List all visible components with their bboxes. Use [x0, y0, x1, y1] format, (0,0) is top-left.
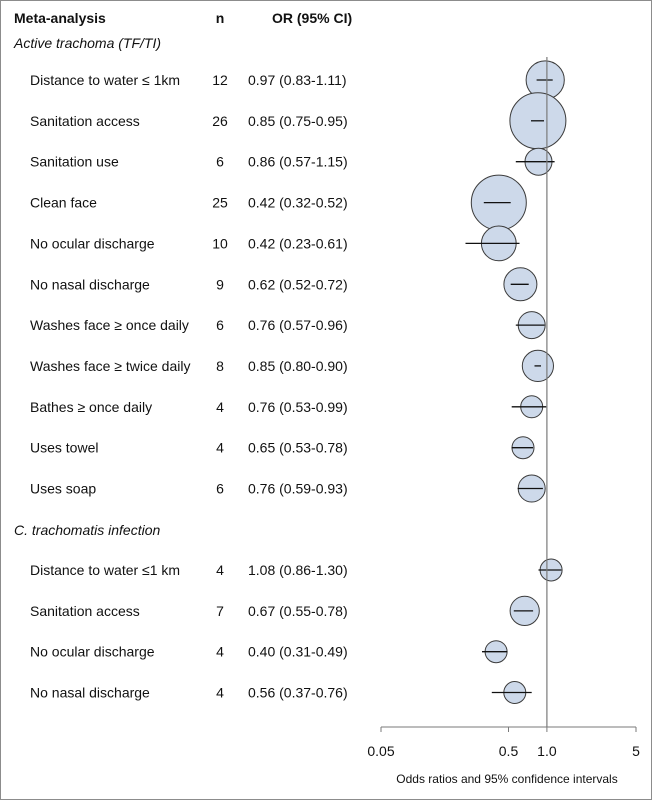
row-n: 6 [216, 317, 224, 334]
row-label: Distance to water ≤ 1km [30, 72, 181, 88]
x-tick-label: 5 [632, 743, 640, 759]
header-or-ci: OR (95% CI) [272, 10, 353, 26]
row-or-ci: 0.76 (0.53-0.99) [248, 398, 348, 415]
row-label: Uses soap [30, 480, 97, 497]
row-n: 6 [216, 480, 224, 497]
row-n: 9 [216, 276, 224, 293]
row-n: 25 [212, 194, 228, 211]
row-label: Sanitation access [30, 602, 140, 619]
row-or-ci: 0.76 (0.59-0.93) [248, 480, 348, 497]
row-or-ci: 1.08 (0.86-1.30) [248, 562, 348, 578]
row-or-ci: 0.62 (0.52-0.72) [248, 276, 348, 293]
row-label: Bathes ≥ once daily [30, 398, 153, 415]
row-n: 4 [216, 398, 224, 415]
row-n: 4 [216, 439, 224, 456]
row-label: No nasal discharge [30, 684, 150, 701]
row-label: Sanitation use [30, 153, 119, 170]
row-label: Clean face [30, 194, 97, 211]
row-label: Uses towel [30, 439, 99, 456]
x-tick-label: 1.0 [537, 743, 557, 759]
row-label: Washes face ≥ once daily [30, 317, 189, 334]
row-or-ci: 0.85 (0.80-0.90) [248, 357, 348, 374]
row-n: 10 [212, 235, 228, 252]
row-n: 6 [216, 153, 224, 170]
row-n: 4 [216, 643, 224, 660]
row-label: Distance to water ≤1 km [30, 562, 181, 578]
row-or-ci: 0.65 (0.53-0.78) [248, 439, 348, 456]
x-tick-label: 0.05 [367, 743, 395, 759]
row-n: 26 [212, 112, 228, 129]
row-n: 12 [212, 72, 228, 88]
row-or-ci: 0.40 (0.31-0.49) [248, 643, 348, 660]
row-or-ci: 0.85 (0.75-0.95) [248, 112, 348, 129]
x-axis-label: Odds ratios and 95% confidence intervals [396, 772, 618, 786]
row-or-ci: 0.97 (0.83-1.11) [248, 72, 347, 88]
row-or-ci: 0.86 (0.57-1.15) [248, 153, 348, 170]
row-n: 4 [216, 562, 224, 578]
header-n: n [215, 10, 225, 26]
row-n: 4 [216, 684, 224, 701]
row-label: No nasal discharge [30, 276, 150, 293]
row-label: Washes face ≥ twice daily [30, 357, 191, 374]
row-label: No ocular discharge [30, 235, 155, 252]
section-title: Active trachoma (TF/TI) [14, 35, 162, 51]
row-n: 8 [216, 357, 224, 374]
section-title: C. trachomatis infection [14, 522, 161, 538]
header-meta-analysis: Meta-analysis [14, 10, 106, 26]
row-or-ci: 0.42 (0.32-0.52) [248, 194, 348, 211]
row-n: 7 [216, 602, 224, 619]
row-label: Sanitation access [30, 112, 140, 129]
row-or-ci: 0.42 (0.23-0.61) [248, 235, 348, 252]
row-or-ci: 0.56 (0.37-0.76) [248, 684, 348, 701]
row-label: No ocular discharge [30, 643, 155, 660]
row-or-ci: 0.76 (0.57-0.96) [248, 317, 348, 334]
x-tick-label: 0.5 [498, 743, 519, 759]
row-or-ci: 0.67 (0.55-0.78) [248, 602, 348, 619]
